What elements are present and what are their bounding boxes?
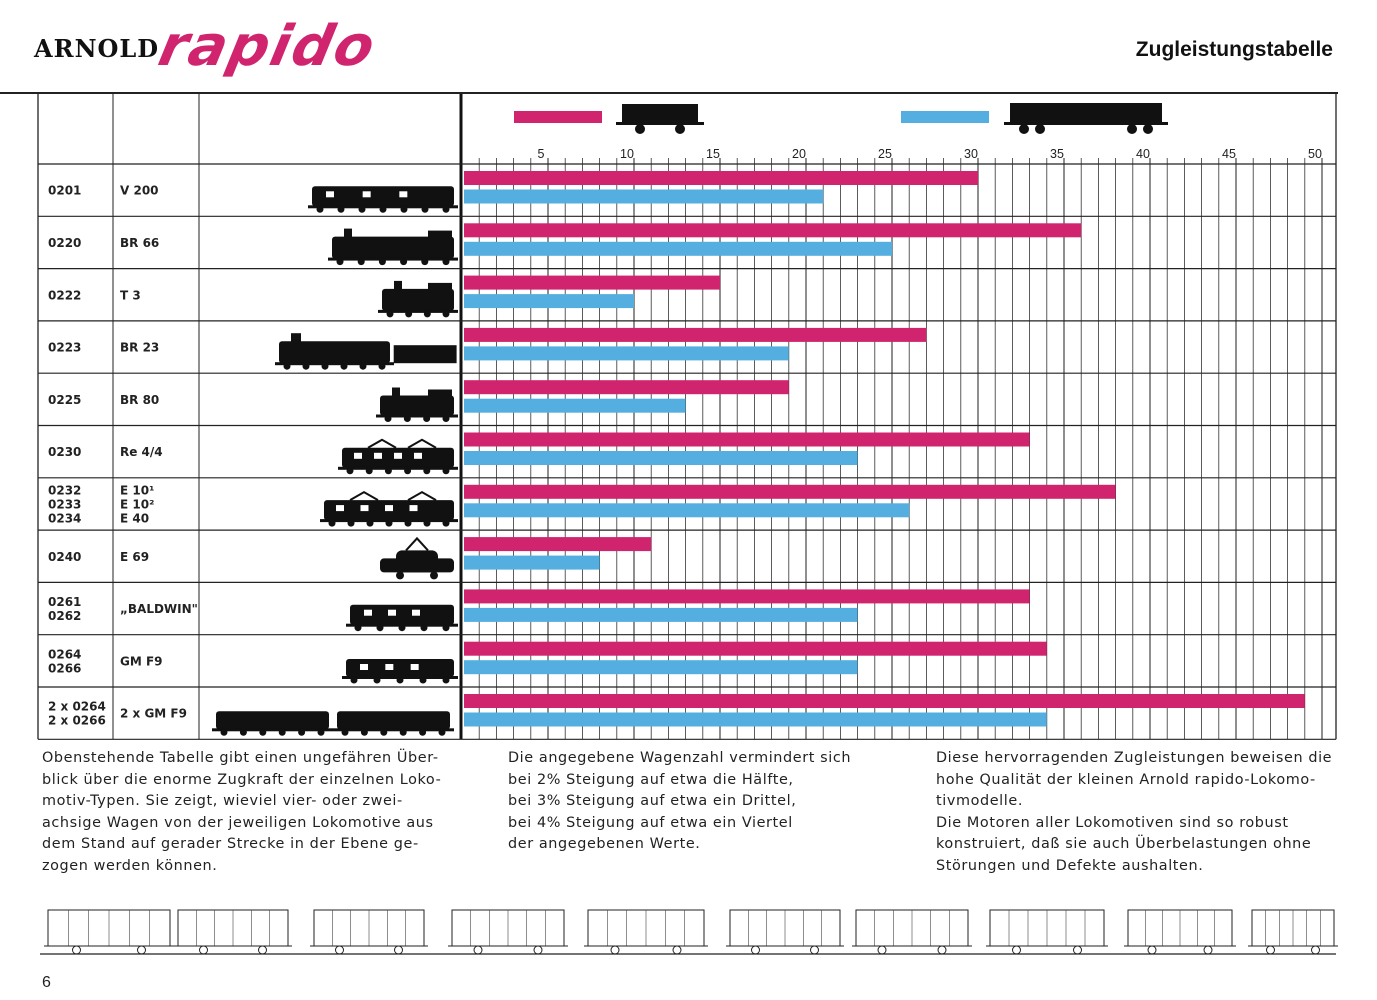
loco-wheel [342, 729, 349, 736]
window [364, 610, 372, 616]
pantograph [408, 440, 436, 448]
loco-name: E 10¹ [120, 483, 155, 498]
loco-wheel [359, 206, 366, 213]
loco-name: GM F9 [120, 654, 163, 669]
window [354, 453, 362, 459]
bar [464, 294, 634, 308]
bar [464, 537, 651, 551]
legend-swatch-magenta [514, 111, 602, 123]
rolling-stock-line-drawing [40, 910, 1338, 954]
car-wheel [1312, 946, 1320, 954]
bar [464, 608, 858, 622]
wagon-wheel [1019, 124, 1029, 134]
loco-name: E 10² [120, 497, 155, 512]
car-wheel [1204, 946, 1212, 954]
wagon-body [622, 104, 698, 123]
loco-number: 0233 [48, 497, 82, 512]
x-tick-label: 10 [620, 147, 634, 161]
loco-number: 0232 [48, 483, 82, 498]
x-tick-label: 25 [878, 147, 892, 161]
car-wheel [878, 946, 886, 954]
loco-number: 0223 [48, 340, 82, 355]
loco-wheel [404, 467, 411, 474]
window [361, 505, 369, 511]
loco-number: 0261 [48, 595, 82, 610]
car-wheel [138, 946, 146, 954]
bar [464, 660, 858, 674]
electric-locomotive-icon [338, 440, 458, 475]
loco-wheel [421, 258, 428, 265]
loco-wheel [443, 310, 450, 317]
loco-wheel [322, 363, 329, 370]
bar [464, 503, 909, 517]
loco-wheel [443, 258, 450, 265]
loco-wheel [401, 206, 408, 213]
electric-locomotive-icon [320, 492, 458, 526]
car-wheel [200, 946, 208, 954]
loco-wheel [424, 520, 431, 527]
bar [464, 642, 1047, 656]
window [374, 453, 382, 459]
car-wheel [752, 946, 760, 954]
bar [464, 451, 858, 465]
loco-number: 0240 [48, 549, 82, 564]
cab-roof [428, 283, 452, 293]
bars [464, 171, 1305, 727]
loco-body [216, 711, 329, 729]
bar [464, 433, 1030, 447]
bar [464, 380, 789, 394]
bar [464, 276, 720, 290]
bar [464, 190, 823, 204]
loco-wheel [259, 729, 266, 736]
wagon-wheel [675, 124, 685, 134]
loco-frame [275, 362, 394, 365]
loco-wheel [361, 729, 368, 736]
loco-wheel [337, 258, 344, 265]
car-wheel [336, 946, 344, 954]
loco-frame [338, 467, 458, 470]
loco-wheel [379, 363, 386, 370]
double-gm-f9-locomotive-icon [212, 711, 454, 736]
loco-name: Re 4/4 [120, 445, 163, 460]
rolling-stock-car [448, 910, 568, 954]
pantograph [350, 492, 378, 500]
window [326, 191, 334, 197]
loco-wheel [379, 258, 386, 265]
two-axle-wagon-icon [616, 104, 704, 134]
loco-wheel [338, 206, 345, 213]
car-wheel [259, 946, 267, 954]
bar [464, 223, 1081, 237]
loco-wheel [423, 467, 430, 474]
loco-number: 0266 [48, 661, 82, 676]
rolling-stock-car [310, 910, 428, 954]
loco-wheel [399, 624, 406, 631]
car-wheel [1013, 946, 1021, 954]
window [385, 664, 393, 670]
cab-roof [428, 390, 452, 400]
bar [464, 694, 1305, 708]
loco-wheel [430, 571, 438, 579]
bar [464, 399, 686, 413]
x-tick-label: 15 [706, 147, 720, 161]
bar [464, 556, 600, 570]
loco-name: BR 23 [120, 340, 160, 355]
loco-wheel [374, 677, 381, 684]
chimney [344, 229, 352, 239]
pantograph [406, 538, 428, 550]
loco-wheel [397, 677, 404, 684]
loco-frame [212, 728, 333, 731]
legend-swatch-blue [901, 111, 989, 123]
loco-wheel [240, 729, 247, 736]
wagon-wheel [1035, 124, 1045, 134]
loco-wheel [396, 571, 404, 579]
loco-name: „BALDWIN" [120, 602, 198, 617]
rolling-stock-car [986, 910, 1108, 954]
loco-body [337, 711, 450, 729]
arnold-brand: ARNOLD [34, 34, 160, 63]
loco-wheel [284, 363, 291, 370]
loco-hood [380, 558, 454, 572]
loco-wheel [380, 729, 387, 736]
wagon-wheel [1143, 124, 1153, 134]
loco-wheel [351, 677, 358, 684]
loco-wheel [421, 624, 428, 631]
bar [464, 589, 1030, 603]
loco-wheel [419, 729, 426, 736]
loco-wheel [443, 624, 450, 631]
rolling-stock-car [174, 910, 292, 954]
car-wheel [534, 946, 542, 954]
four-axle-wagon-icon [1004, 103, 1168, 134]
car-wheel [73, 946, 81, 954]
loco-wheel [424, 310, 431, 317]
wagon-body [1010, 103, 1162, 123]
steam-locomotive-tender-icon [275, 333, 457, 370]
loco-frame [333, 728, 454, 731]
loco-wheel [443, 467, 450, 474]
x-tick-label: 35 [1050, 147, 1064, 161]
x-axis-ticks [538, 147, 1322, 161]
loco-wheel [366, 467, 373, 474]
loco-wheel [422, 206, 429, 213]
gradient-paragraph: Die angegebene Wagenzahl vermindert sich bei 2% Steigung auf etwa die Hälfte, bei 3% Steigung auf etwa ein Drittel, bei 4% Steigung auf etwa ein Viertel der angegebenen Werte. [508, 750, 852, 852]
chimney [392, 388, 400, 398]
chimney [291, 333, 301, 345]
loco-number: 0264 [48, 647, 82, 662]
car-wheel [474, 946, 482, 954]
wagon-frame [1004, 122, 1168, 125]
loco-wheel [380, 206, 387, 213]
x-tick-label: 30 [964, 147, 978, 161]
loco-wheel [385, 415, 392, 422]
diesel-locomotive-icon [308, 186, 458, 213]
intro-paragraph: Obenstehende Tabelle gibt einen ungefähren Über- blick über die enorme Zugkraft der einzelnen Loko- motiv-Typen. Sie zeigt, wieviel vier- oder zwei- achsige Wagen von der jeweiligen Lokomotive aus dem Stand auf gerader Strecke in der Ebene ge- zogen werden können. [42, 750, 442, 874]
bar [464, 171, 978, 185]
loco-frame [328, 258, 458, 261]
rolling-stock-car [1124, 910, 1236, 954]
rolling-stock-car [44, 910, 174, 954]
cab-roof [428, 231, 452, 241]
page-number: 6 [42, 974, 51, 991]
loco-name: BR 66 [120, 235, 160, 250]
wagon-wheel [635, 124, 645, 134]
loco-wheel [377, 624, 384, 631]
x-tick-label: 20 [792, 147, 806, 161]
loco-wheel [329, 520, 336, 527]
window [394, 453, 402, 459]
bar [464, 485, 1116, 499]
page-title: Zugleistungstabelle [1135, 38, 1333, 61]
window [360, 664, 368, 670]
tender [394, 345, 457, 363]
loco-wheel [221, 729, 228, 736]
loco-wheel [400, 729, 407, 736]
loco-wheel [298, 729, 305, 736]
loco-wheel [279, 729, 286, 736]
loco-wheel [443, 206, 450, 213]
loco-wheel [443, 677, 450, 684]
x-tick-label: 45 [1222, 147, 1236, 161]
wagon-frame [616, 122, 704, 125]
car-wheel [1074, 946, 1082, 954]
loco-number: 0234 [48, 511, 82, 526]
window [388, 610, 396, 616]
loco-wheel [341, 363, 348, 370]
loco-wheel [404, 415, 411, 422]
small-electric-locomotive-icon [380, 538, 454, 579]
rolling-stock-car [584, 910, 708, 954]
loco-wheel [317, 206, 324, 213]
loco-number: 0230 [48, 445, 82, 460]
loco-name: V 200 [120, 183, 159, 198]
loco-name: T 3 [120, 288, 141, 303]
loco-wheel [348, 520, 355, 527]
row-labels [48, 184, 198, 728]
loco-number: 0225 [48, 392, 82, 407]
window [414, 453, 422, 459]
gm-f9-locomotive-icon [342, 659, 458, 684]
loco-wheel [443, 415, 450, 422]
loco-wheel [405, 310, 412, 317]
car-wheel [673, 946, 681, 954]
bar [464, 713, 1047, 727]
small-steam-locomotive-icon [378, 281, 458, 318]
loco-wheel [443, 520, 450, 527]
loco-wheel [405, 520, 412, 527]
quality-paragraph: Diese hervorragenden Zugleistungen beweisen die hohe Qualität der kleinen Arnold rapido-Lokomo- tivmodelle. Die Motoren aller Lokomotiven sind so robust konstruiert, daß sie auch Überbelastungen ohne Störungen und Defekte aushalten. [936, 750, 1333, 874]
tank-locomotive-icon [376, 388, 458, 423]
loco-number: 0262 [48, 609, 82, 624]
loco-wheel [318, 729, 325, 736]
rolling-stock-car [726, 910, 844, 954]
rapido-logo: rapido [153, 14, 383, 79]
window [410, 505, 418, 511]
steam-locomotive-icon [328, 229, 458, 266]
bar [464, 346, 789, 360]
loco-number: 0201 [48, 183, 82, 198]
loco-wheel [420, 677, 427, 684]
chimney [394, 281, 402, 291]
car-wheel [1148, 946, 1156, 954]
x-tick-label: 50 [1308, 147, 1322, 161]
loco-name: 2 x GM F9 [120, 706, 187, 721]
window [399, 191, 407, 197]
legend [514, 103, 1168, 134]
car-wheel [938, 946, 946, 954]
loco-wheel [303, 363, 310, 370]
loco-wheel [347, 467, 354, 474]
x-tick-label: 40 [1136, 147, 1150, 161]
loco-wheel [385, 467, 392, 474]
loco-number: 0220 [48, 235, 82, 250]
x-tick-label: 5 [537, 147, 545, 161]
loco-name: E 69 [120, 549, 150, 564]
bar [464, 328, 926, 342]
car-wheel [611, 946, 619, 954]
loco-wheel [360, 363, 367, 370]
bar [464, 242, 892, 256]
window [336, 505, 344, 511]
pantograph [368, 440, 396, 448]
loco-wheel [400, 258, 407, 265]
loco-number: 2 x 0264 [48, 699, 106, 714]
loco-wheel [386, 520, 393, 527]
window [363, 191, 371, 197]
window [412, 610, 420, 616]
loco-number: 0222 [48, 288, 82, 303]
loco-wheel [387, 310, 394, 317]
loco-wheel [423, 415, 430, 422]
rolling-stock-car [1248, 910, 1338, 954]
window [411, 664, 419, 670]
car-wheel [811, 946, 819, 954]
loco-wheel [358, 258, 365, 265]
loco-wheel [439, 729, 446, 736]
loco-wheel [355, 624, 362, 631]
loco-number: 2 x 0266 [48, 713, 106, 728]
loco-name: BR 80 [120, 392, 160, 407]
wagon-wheel [1127, 124, 1137, 134]
baldwin-locomotive-icon [346, 605, 458, 632]
rolling-stock-car [852, 910, 972, 954]
loco-wheel [367, 520, 374, 527]
window [385, 505, 393, 511]
car-wheel [1267, 946, 1275, 954]
pantograph [408, 492, 436, 500]
loco-name: E 40 [120, 511, 150, 526]
car-wheel [395, 946, 403, 954]
